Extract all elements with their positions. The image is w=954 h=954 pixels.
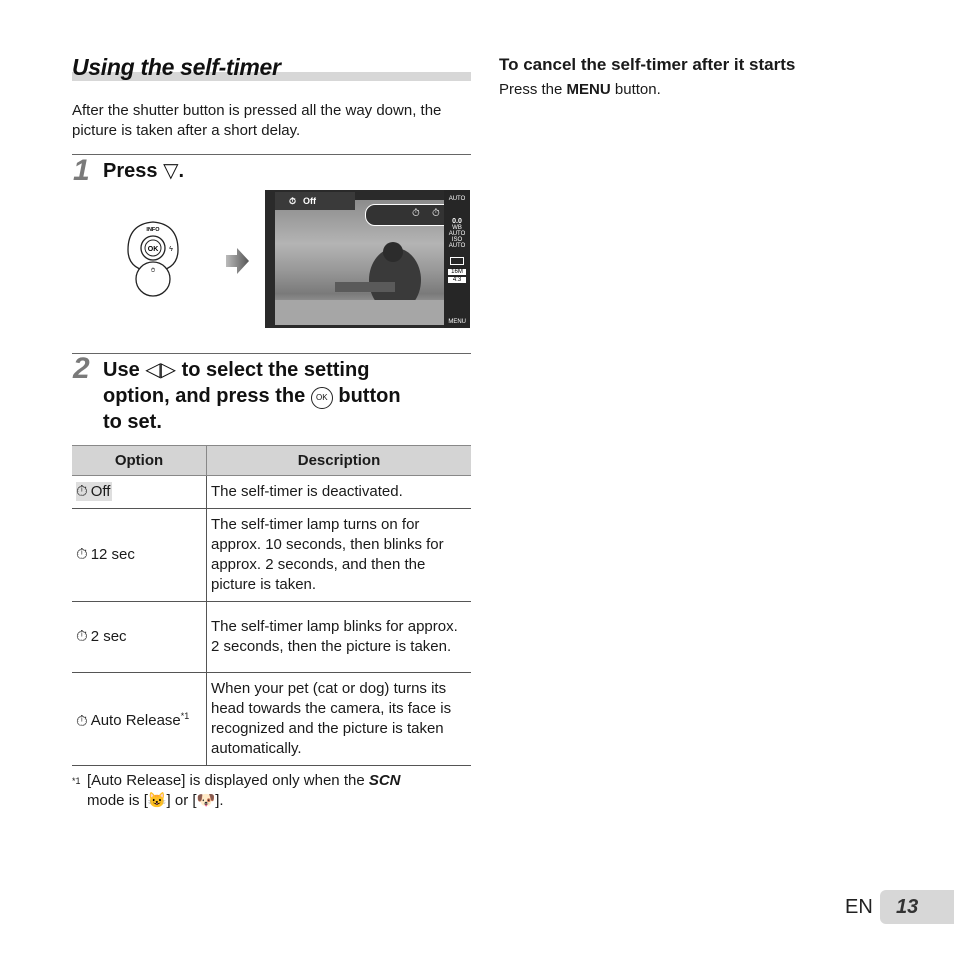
lcd-menu-label: MENU (448, 319, 466, 325)
self-timer-auto-icon: ⏱ (76, 712, 88, 730)
lcd-top-label: Off (303, 196, 316, 206)
description-auto-release: When your pet (cat or dog) turns its head towards the camera, its face is recognized and the picture is taken automatically. (207, 673, 472, 766)
option-auto-release: ⏱ Auto Release$^{*1}$ (72, 673, 207, 766)
step2-number: 2 (73, 352, 90, 385)
left-right-arrows-icon: ◁▷ (145, 359, 177, 381)
svg-text:⏱: ⏱ (150, 268, 156, 274)
arrow-pad-illustration (118, 212, 188, 302)
step1-number: 1 (73, 154, 90, 187)
description-off: The self-timer is deactivated. (207, 476, 472, 509)
footnote-text-b: mode is [ (87, 792, 148, 809)
table-row (72, 476, 471, 509)
option-2-sec: ⏱ 2 sec (72, 602, 207, 673)
down-triangle-icon: ▽ (163, 160, 179, 182)
page-number: 13 (896, 896, 919, 918)
footnote-marker: *1 (72, 776, 81, 786)
dog-face-icon: 🐶 (196, 792, 216, 809)
step1-end: . (178, 160, 185, 182)
options-table (72, 445, 471, 766)
page-title: Using the self-timer (72, 54, 281, 80)
lcd-flash-auto: AUTO (448, 196, 466, 202)
lcd-wb: WB AUTO (448, 225, 466, 237)
self-timer-2-icon: ⏱ (432, 208, 440, 219)
lcd-exposure: 0.0 (452, 218, 462, 225)
self-timer-12-icon: ⏱ (76, 546, 88, 564)
table-row (72, 602, 471, 673)
cancel-body: Press the MENU button. (499, 81, 661, 98)
option-off: ⏱ Off (72, 476, 207, 509)
option-12-sec: ⏱ 12 sec (72, 509, 207, 602)
dial-info-label: INFO (146, 227, 160, 233)
lcd-iso: ISO AUTO (448, 237, 466, 249)
step2-line2: option, and press the (103, 385, 306, 407)
svg-text:ϟ: ϟ (169, 246, 173, 253)
step2-use: Use (103, 359, 140, 381)
step2-rule (72, 353, 471, 354)
self-timer-icon: ⏱ (289, 196, 297, 206)
table-header-option: Option (72, 446, 207, 476)
self-timer-off-icon: ⏱ (76, 483, 88, 501)
ok-button-icon: OK (311, 387, 333, 409)
language-label: EN (845, 896, 873, 918)
cancel-heading: To cancel the self-timer after it starts (499, 55, 796, 74)
table-header-description: Description (207, 446, 472, 476)
step2-button-word: button (338, 385, 401, 407)
footnote-text-d: ]. (215, 792, 224, 809)
lcd-self-timer-off (275, 192, 355, 210)
cat-face-icon: 😺 (147, 792, 167, 809)
step2-line3: to set. (103, 411, 162, 433)
step1-rule (72, 154, 471, 155)
camera-lcd-screen (265, 190, 470, 328)
lcd-aspect: 4:3 (448, 277, 466, 283)
self-timer-12-icon: ⏱ (412, 208, 420, 219)
table-row (72, 673, 471, 766)
description-2-sec: The self-timer lamp blinks for approx. 2 seconds, then the picture is taken. (207, 602, 472, 673)
footnote-text-c: ] or [ (166, 792, 197, 809)
footnote-text-a: [Auto Release] is displayed only when the (87, 772, 365, 789)
step1-text: Press (103, 160, 158, 182)
self-timer-2-icon: ⏱ (76, 628, 88, 646)
menu-button-icon: MENU (566, 81, 611, 98)
step1-instruction (103, 158, 184, 184)
table-row (72, 509, 471, 602)
lcd-side-panel (444, 190, 470, 328)
lcd-size: 16M (448, 269, 466, 275)
scn-mode-icon: SCN (368, 772, 401, 789)
intro-text: After the shutter button is pressed all the way down, the picture is taken after a short delay. (72, 102, 442, 139)
step2-instruction (103, 357, 473, 435)
auto-release-footnote-marker: *1 (180, 711, 190, 722)
arrow-right-icon (226, 248, 250, 274)
footnote (72, 771, 472, 811)
description-12-sec: The self-timer lamp turns on for approx. 10 seconds, then blinks for approx. 2 seconds, and then the picture is taken. (207, 509, 472, 602)
dial-ok-label: OK (147, 246, 159, 253)
step2-line1: to select the setting (181, 359, 370, 381)
